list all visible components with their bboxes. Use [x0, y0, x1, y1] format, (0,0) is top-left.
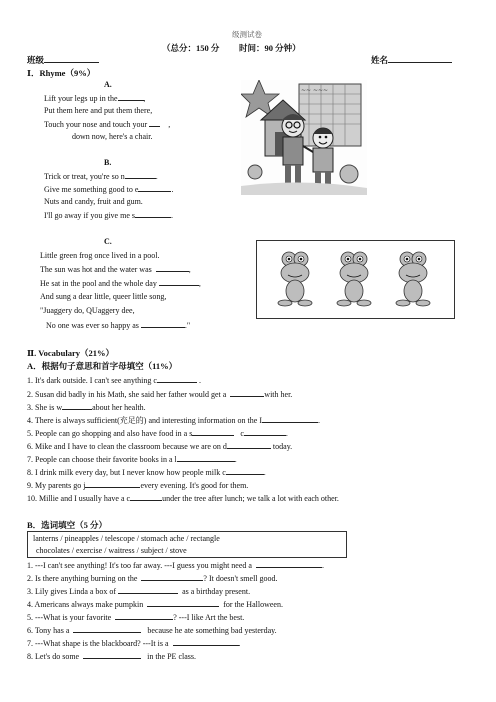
rhyme-a-line1 [44, 93, 146, 103]
rhyme-c-line2: The sun was hot and the water was , [40, 265, 191, 274]
rhyme-a-line4: down now, here's a chair. [72, 132, 153, 141]
rhyme-a-line1-text: Lift your legs up in the [44, 94, 118, 103]
partA-item-1-post: . [198, 376, 201, 385]
rhyme-a-line3 [44, 119, 170, 129]
partA-item-1-text: 1. It's dark outside. I can't see anything c [27, 376, 157, 385]
partA-blank-3[interactable] [62, 402, 92, 410]
partB-item-4-text: 4. Americans always make pumpkin [27, 600, 144, 609]
partA-item-3 [27, 402, 146, 412]
name-field[interactable] [388, 55, 452, 63]
partA-item-4-post: . [317, 416, 320, 425]
partB-item-6-text: 6. Tony has a [27, 626, 70, 635]
rhyme-c-blank3[interactable] [141, 320, 185, 328]
partB-item-8-post: in the PE class. [147, 652, 196, 661]
class-field[interactable] [44, 55, 99, 63]
partA-item-4 [27, 415, 320, 426]
rhyme-b-blank2[interactable] [138, 184, 171, 192]
rhyme-a-line3-text: Touch your nose and touch your [44, 120, 148, 129]
class-label-text: 班级 [27, 55, 45, 65]
rhyme-c-line3-text: He sat in the pool and the whole day [40, 279, 157, 288]
partA-item-9-text: 9. My parents go j [27, 481, 86, 490]
partA-item-6-text: 6. Mike and I have to clean the classroom because we are on d [27, 442, 227, 451]
partA-blank-8[interactable] [226, 467, 264, 475]
word-bank-box [27, 531, 347, 558]
svg-text:~~ ~~~: ~~ ~~~ [301, 87, 329, 94]
partA-item-3-text: 3. She is w [27, 403, 63, 412]
rhyme-a-label: A. [104, 80, 112, 89]
name-label-text: 姓名 [371, 55, 389, 65]
partA-item-9-post: every evening. It's good for them. [140, 481, 249, 490]
rhyme-c-label: C. [104, 237, 112, 246]
partA-item-5-mid: c [240, 429, 244, 438]
rhyme-c-line6-text: No one was ever so happy as [46, 321, 139, 330]
partB-item-3-text: 3. Lily gives Linda a box of [27, 587, 117, 596]
partA-item-5-text: 5. People can go shopping and also have food in a s [27, 429, 193, 438]
partB-item-1-text: 1. ---I can't see anything! It's too far away. ---I guess you might need a [27, 561, 252, 570]
rhyme-b-line2-text: Give me something good to e [44, 185, 139, 194]
rhyme-b-line1-text: Trick or treat, you're so n [44, 172, 125, 181]
partA-blank-5b[interactable] [244, 428, 286, 436]
partA-blank-4[interactable] [262, 415, 318, 423]
rhyme-c-line2-text: The sun was hot and the water was [40, 265, 152, 274]
partB-blank-7[interactable] [173, 638, 239, 646]
partB-item-2 [27, 573, 278, 583]
rhyme-b-line4: I'll go away if you give me s . [44, 211, 173, 220]
partB-item-5 [27, 612, 244, 622]
partA-item-2-post: with her. [264, 390, 293, 399]
partA-blank-5a[interactable] [192, 428, 234, 436]
partA-blank-1[interactable] [157, 375, 197, 383]
partB-blank-8[interactable] [83, 651, 141, 659]
partA-item-2 [27, 389, 292, 399]
partB-item-4 [27, 599, 283, 609]
rhyme-b-line4-text: I'll go away if you give me s [44, 211, 135, 220]
word-bank-line2: chocolates / exercise / waitress / subject / stove [36, 546, 187, 555]
rhyme-b-line3: Nuts and candy, fruit and gum. [44, 197, 143, 206]
partA-item-5-post: . [285, 429, 288, 438]
partA-item-8 [27, 467, 266, 477]
partA-item-4-text: 4. There is always sufficient(充足的) and interesting information on the I [27, 416, 262, 425]
partA-item-6 [27, 441, 292, 451]
frogs-illustration-frame [256, 240, 455, 319]
partB-item-2-text: 2. Is there anything burning on the [27, 574, 138, 583]
partA-title: A．根据句子意思和首字母填空（11%） [27, 361, 178, 371]
partB-item-1-post: . [321, 561, 324, 570]
partB-item-4-post: for the Halloween. [223, 600, 283, 609]
partB-blank-4[interactable] [147, 599, 219, 607]
class-label [27, 54, 99, 66]
name-label [371, 54, 452, 66]
partA-item-2-text: 2. Susan did badly in his Math, she said her father would get a [27, 390, 227, 399]
partB-item-7-text: 7. ---What shape is the blackboard? ---It is a [27, 639, 169, 648]
partA-item-1 [27, 375, 201, 385]
partA-blank-6[interactable] [227, 441, 271, 449]
partB-item-5-text: 5. ---What is your favorite [27, 613, 112, 622]
partB-item-7-post: . [238, 639, 241, 648]
partB-blank-3[interactable] [118, 586, 178, 594]
rhyme-b-line2: Give me something good to e . [44, 185, 174, 194]
frogs-illustration [257, 241, 454, 318]
partA-blank-10[interactable] [130, 493, 162, 501]
rhyme-c-blank1[interactable] [156, 264, 189, 272]
partA-blank-2[interactable] [230, 389, 264, 397]
partB-blank-6[interactable] [73, 625, 141, 633]
rhyme-c-line1: Little green frog once lived in a pool. [40, 251, 160, 260]
section1-title: Ⅰ．Rhyme（9%） [27, 68, 96, 78]
partB-item-7 [27, 638, 241, 648]
partB-blank-1[interactable] [256, 560, 322, 568]
partA-item-10 [27, 493, 339, 503]
rhyme-a-comma: , [143, 94, 146, 103]
rhyme-c-line4: And sung a dear little, queer little song, [40, 292, 167, 301]
partA-item-10-post: under the tree after lunch; we talk a lot with each other. [162, 494, 339, 503]
partA-item-7-post: . [234, 455, 237, 464]
section2-title: Ⅱ. Vocabulary（21%） [27, 348, 114, 358]
rhyme-b-blank1[interactable] [125, 171, 156, 179]
rhyme-b-label: B. [104, 158, 112, 167]
partB-item-8-text: 8. Let's do some [27, 652, 80, 661]
partB-item-6-post: because he ate something bad yesterday. [147, 626, 277, 635]
exam-time: 时间：90 分钟） [239, 43, 301, 53]
rhyme-a-line2: Put them here and put them there, [44, 106, 153, 115]
exam-total: （总分：150 分 [162, 43, 220, 53]
partA-item-3-post: about her health. [92, 403, 146, 412]
partA-item-9 [27, 480, 248, 490]
partB-item-8 [27, 651, 196, 661]
partB-item-6 [27, 625, 277, 635]
children-house-illustration [241, 80, 367, 195]
partB-blank-2[interactable] [141, 573, 203, 581]
word-bank-line1: lanterns / pineapples / telescope / stomach ache / rectangle [33, 534, 220, 543]
partA-item-10-text: 10. Millie and I usually have a c [27, 494, 131, 503]
rhyme-a-comma2: , [168, 120, 171, 129]
rhyme-a-blank1[interactable] [118, 93, 144, 101]
rhyme-c-line5: "Juaggery do, QUaggery dee, [40, 306, 135, 315]
partA-blank-9[interactable] [85, 480, 140, 488]
page-title: 级测试卷 [232, 30, 262, 39]
partA-item-6-post: today. [272, 442, 293, 451]
rhyme-c-endquote: ." [184, 321, 191, 330]
partB-item-5-post: ? ---I like Art the best. [173, 613, 245, 622]
partA-item-8-post: . [263, 468, 266, 477]
partB-item-2-post: ? It doesn't smell good. [203, 574, 278, 583]
partB-item-3-post: as a birthday present. [182, 587, 251, 596]
rhyme-b-blank3[interactable] [135, 210, 171, 218]
partB-title: B．选词填空（5 分） [27, 520, 108, 530]
partA-item-5 [27, 428, 288, 438]
partB-blank-5[interactable] [115, 612, 173, 620]
partB-item-1 [27, 560, 324, 570]
rhyme-c-blank2[interactable] [159, 278, 199, 286]
partA-item-7 [27, 454, 237, 464]
rhyme-a-blank2[interactable] [149, 119, 160, 127]
rhyme-c-line3: He sat in the pool and the whole day , [40, 279, 201, 288]
partA-item-7-text: 7. People can choose their favorite books in a l [27, 455, 177, 464]
partB-item-3 [27, 586, 250, 596]
rhyme-c-line6 [46, 320, 190, 330]
rhyme-b-line1: Trick or treat, you're so n . [44, 172, 158, 181]
partA-item-8-text: 8. I drink milk every day, but I never know how people milk c [27, 468, 226, 477]
partA-blank-7[interactable] [177, 454, 235, 462]
